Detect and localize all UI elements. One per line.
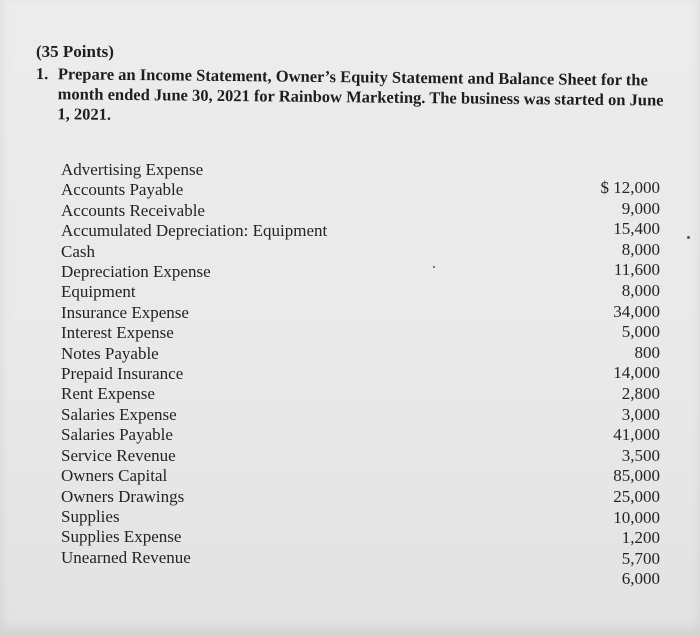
amount-value: $ 12,000 <box>600 178 660 197</box>
account-list <box>61 160 381 568</box>
account-name: Service Revenue <box>61 445 176 465</box>
account-name: Salaries Expense <box>61 404 177 424</box>
speck-mark <box>433 266 435 268</box>
amount-value: 2,800 <box>621 383 660 403</box>
account-name: Owners Capital <box>61 466 168 486</box>
amount-value: 3,000 <box>621 404 660 424</box>
amount-value: 14,000 <box>613 363 660 383</box>
amount-value: 6,000 <box>621 569 660 589</box>
account-name: Notes Payable <box>61 343 159 363</box>
account-name: Interest Expense <box>61 323 174 343</box>
question-text: Prepare an Income Statement, Owner’s Equity Statement and Balance Sheet for the month ended June 30, 2021 for Rainbow Marketing. The business was started on June 1, 2021. <box>57 64 664 124</box>
amount-value: 8,000 <box>621 280 660 300</box>
amount-value: 9,000 <box>621 198 660 218</box>
account-name: Depreciation Expense <box>61 262 211 282</box>
amount-value: 5,700 <box>621 548 660 568</box>
account-name: Insurance Expense <box>61 302 189 322</box>
question-number: 1. <box>35 64 49 84</box>
amount-value: 800 <box>634 342 660 362</box>
amount-value: 8,000 <box>621 239 660 259</box>
speck-mark <box>687 236 690 239</box>
account-name: Prepaid Insurance <box>61 364 184 384</box>
account-name: Accounts Payable <box>61 180 184 200</box>
account-name: Accumulated Depreciation: Equipment <box>61 221 328 241</box>
amount-value: 3,500 <box>621 445 660 465</box>
account-name: Supplies Expense <box>61 527 182 547</box>
amount-value: 34,000 <box>613 301 660 321</box>
account-name: Equipment <box>61 282 136 302</box>
account-name: Owners Drawings <box>61 486 185 506</box>
points-heading: (35 Points) <box>36 42 114 61</box>
account-name: Advertising Expense <box>61 160 204 179</box>
account-name: Rent Expense <box>61 384 155 404</box>
amount-value: 41,000 <box>613 425 660 445</box>
account-name: Salaries Payable <box>61 425 173 445</box>
amount-value: 15,400 <box>613 219 660 239</box>
account-name: Supplies <box>61 506 120 526</box>
amount-value: 1,200 <box>621 528 660 548</box>
amount-value: 10,000 <box>613 507 660 527</box>
question-block <box>35 64 676 131</box>
amount-list <box>540 178 660 590</box>
amount-value: 85,000 <box>613 466 660 486</box>
amount-value: 5,000 <box>621 322 660 342</box>
account-name: Cash <box>61 241 95 261</box>
account-name: Unearned Revenue <box>61 547 191 567</box>
account-name: Accounts Receivable <box>61 200 205 220</box>
amount-value: 25,000 <box>613 486 660 506</box>
amount-value: 11,600 <box>613 260 660 280</box>
